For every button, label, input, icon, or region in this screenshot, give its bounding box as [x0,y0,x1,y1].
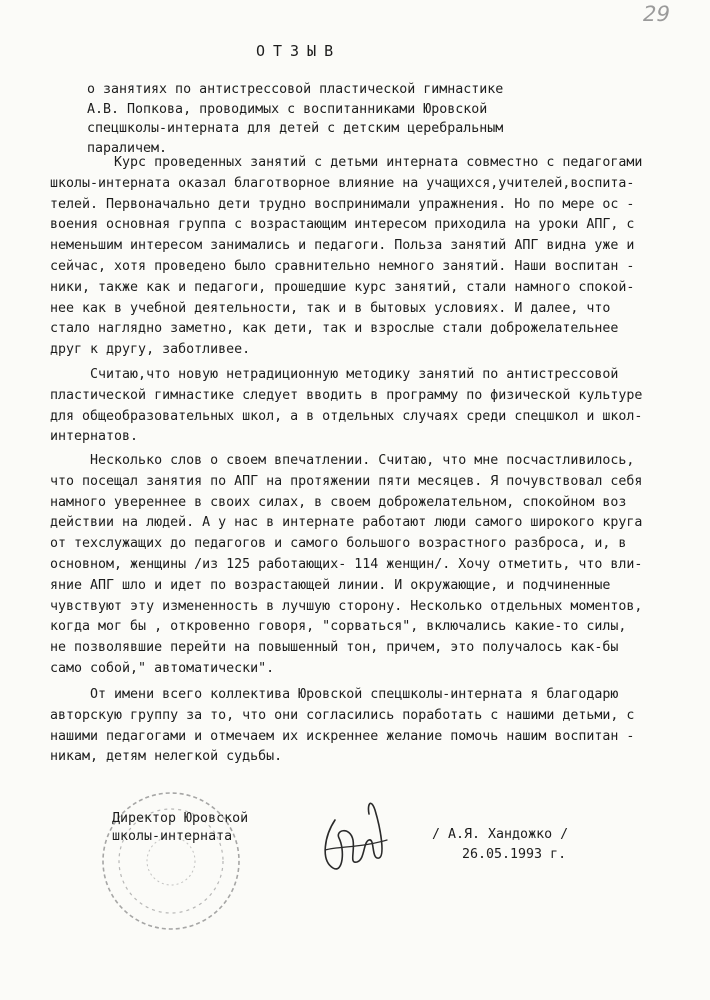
text-line: от техслужащих до педагогов и самого большого возрастного разброса, и, в [50,536,627,552]
paragraph-3 [50,451,670,680]
signer-name: / А.Я. Хандожко / [432,827,569,842]
subject-line: параличем. [87,140,168,156]
document-subject [87,80,647,158]
text-line: действии на людей. А у нас в интернате работают люди самого широкого круга [50,515,643,531]
paragraph-1 [50,153,670,361]
position-line: школы-интерната [112,829,233,844]
text-line: От имени всего коллектива Юровской спецшколы-интерната я благодарю [50,687,619,702]
text-line: основном, женщины /из 125 работающих- 114 женщин/. Хочу отметить, что вли- [50,556,643,572]
document-date: 26.05.1993 г. [462,847,567,862]
text-line: Считаю,что новую нетрадиционную методику занятий по антистрессовой [50,367,619,382]
subject-line: А.В. Попкова, проводимых с воспитанниками Юровской [87,101,488,117]
text-line: что посещал занятия по АПГ на протяжении пяти месяцев. Я почувствовал себя [50,473,643,489]
text-line: сейчас, хотя проведено было сравнительно немного занятий. Наши воспитан - [50,258,635,274]
text-line: намного увереннее в своих силах, в своем доброжелательном, спокойном воз [50,494,627,510]
text-line: стало наглядно заметно, как дети, так и взрослые стали доброжелательнее [50,321,619,337]
text-line: не позволявшие перейти на повышенный тон, причем, это получалось как-бы [50,640,619,656]
subject-line: спецшколы-интерната для детей с детским церебральным [87,121,504,136]
page-number: 29 [640,2,673,26]
text-line: воения основная группа с возрастающим интересом приходила на уроки АПГ, с [50,217,635,233]
text-line: нашими педагогами и отмечаем их искреннее желание помочь нашим воспитан - [50,728,635,744]
text-line: для общеобразовательных школ, а в отдельных случаях среди спецшкол и школ- [50,408,643,424]
position-line: Директор Юровской [112,811,249,826]
text-line: когда мог бы , откровенно говоря, "сорваться", включались какие-то силы, [50,619,627,635]
text-line: чувствуют эту измененность в лучшую сторону. Несколько отдельных моментов, [50,598,643,614]
text-line: само собой," автоматически". [50,660,275,676]
subject-line: о занятиях по антистрессовой пластической гимнастике [87,82,504,97]
text-line: пластической гимнастике следует вводить в программу по физической культуре [50,387,643,403]
text-line: школы-интерната оказал благотворное влияние на учащихся,учителей,воспита- [50,175,635,191]
text-line: интернатов. [50,429,139,445]
text-line: ники, также как и педагоги, прошедшие курс занятий, стали намного спокой- [50,279,635,295]
text-line: никам, детям нелегкой судьбы. [50,749,283,765]
text-line: Курс проведенных занятий с детьми интерната совместно с педагогами [50,155,643,170]
paragraph-4 [50,685,670,768]
signer-position [112,810,248,846]
signer-block [432,825,568,865]
paragraph-2 [50,365,670,448]
text-line: телей. Первоначально дети трудно воспринимали упражнения. Но по мере ос - [50,196,635,212]
round-stamp [96,786,249,936]
text-line: яние АПГ шло и идет по возрастающей линии. И окружающие, и подчиненные [50,577,611,593]
text-line: друг к другу, заботливее. [50,342,251,358]
text-line: неменьшим интересом занимались и педагоги. Польза занятий АПГ видна уже и [50,238,635,254]
text-line: Несколько слов о своем впечатлении. Считаю, что мне посчастливилось, [50,453,635,468]
handwritten-signature [305,790,395,880]
document-title: ОТЗЫВ [256,42,342,60]
text-line: нее как в учебной деятельности, так и в бытовых условиях. И далее, что [50,300,611,316]
text-line: авторскую группу за то, что они согласились поработать с нашими детьми, с [50,707,635,723]
